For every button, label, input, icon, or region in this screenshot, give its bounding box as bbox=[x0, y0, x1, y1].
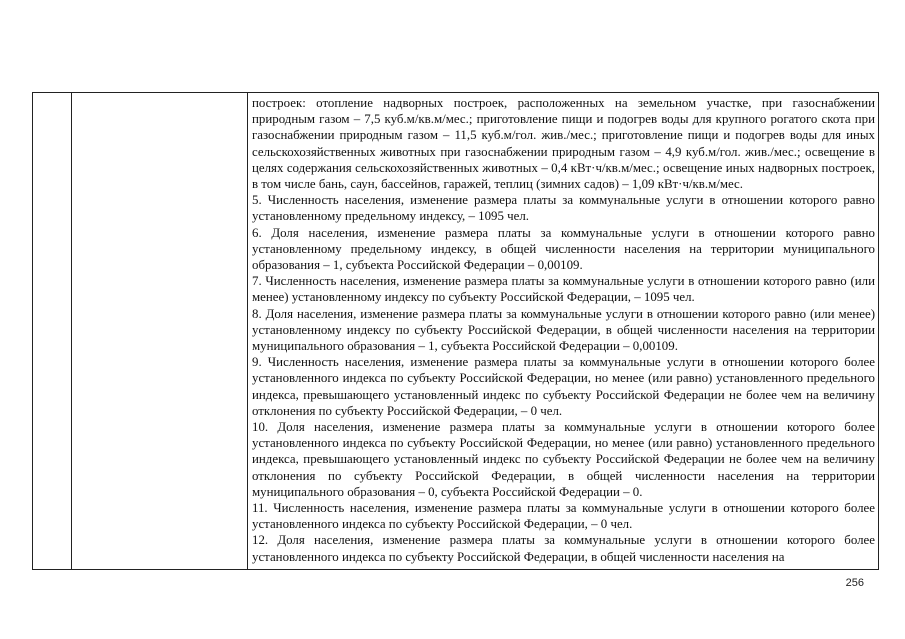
column-divider-1 bbox=[71, 93, 72, 569]
page-number: 256 bbox=[845, 577, 864, 589]
paragraph-item-11: 11. Численность населения, изменение размера платы за коммунальные услуги в отношении которого более установленного индекса по субъекту Российской Федерации, – 0 чел. bbox=[252, 501, 875, 532]
column-divider-2 bbox=[247, 93, 248, 569]
paragraph-item-8: 8. Доля населения, изменение размера платы за коммунальные услуги в отношении которого равно (или менее) установленному индексу по субъекту Российской Федерации, в общей численности населения на территории муниципального образования – 1, субъекта Российской Федерации – 0,00109. bbox=[252, 306, 875, 354]
paragraph-item-6: 6. Доля населения, изменение размера платы за коммунальные услуги в отношении которого равно установленному предельному индексу, в общей численности населения на территории муниципального образования – 1, субъекта Российской Федерации – 0,00109. bbox=[252, 225, 875, 273]
paragraph-item-9: 9. Численность населения, изменение размера платы за коммунальные услуги в отношении которого более установленного индекса по субъекту Российской Федерации, но менее (или равно) установленного предельного индекса, превышающего установленный индекс по субъекту Российской Федерации не более чем на величину отклонения по субъекту Российской Федерации, – 0 чел. bbox=[252, 355, 875, 418]
table-cell-text bbox=[252, 95, 875, 565]
paragraph-continuation: построек: отопление надворных построек, расположенных на земельном участке, при газоснабжении природным газом – 7,5 куб.м/кв.м/мес.; приготовление пищи и подогрев воды для крупного рогатого скота при газоснабжении природным газом – 11,5 куб.м/гол. жив./мес.; приготовление пищи и подогрев воды для иных сельскохозяйственных животных при газоснабжении природным газом – 4,9 куб.м/гол. жив./мес.; освещение в целях содержания сельскохозяйственных животных – 0,4 кВт·ч/кв.м/мес.; освещение иных надворных построек, в том числе бань, саун, бассейнов, гаражей, теплиц (зимних садов) – 1,09 кВт·ч/кв.м/мес. bbox=[252, 96, 875, 192]
paragraph-item-7: 7. Численность населения, изменение размера платы за коммунальные услуги в отношении которого равно (или менее) установленному индексу по субъекту Российской Федерации, – 1095 чел. bbox=[252, 274, 875, 305]
paragraph-item-5: 5. Численность населения, изменение размера платы за коммунальные услуги в отношении которого равно установленному предельному индексу, – 1095 чел. bbox=[252, 193, 875, 224]
paragraph-item-10: 10. Доля населения, изменение размера платы за коммунальные услуги в отношении которого более установленного индекса по субъекту Российской Федерации, но менее (или равно) установленного предельного индекса, превышающего установленный индекс по субъекту Российской Федерации не более чем на величину отклонения по субъекту Российской Федерации, в общей численности населения на территории муниципального образования – 0, субъекта Российской Федерации – 0. bbox=[252, 420, 875, 499]
document-table bbox=[32, 92, 879, 570]
paragraph-item-12: 12. Доля населения, изменение размера платы за коммунальные услуги в отношении которого более установленного индекса по субъекту Российской Федерации, в общей численности населения на bbox=[252, 533, 875, 564]
